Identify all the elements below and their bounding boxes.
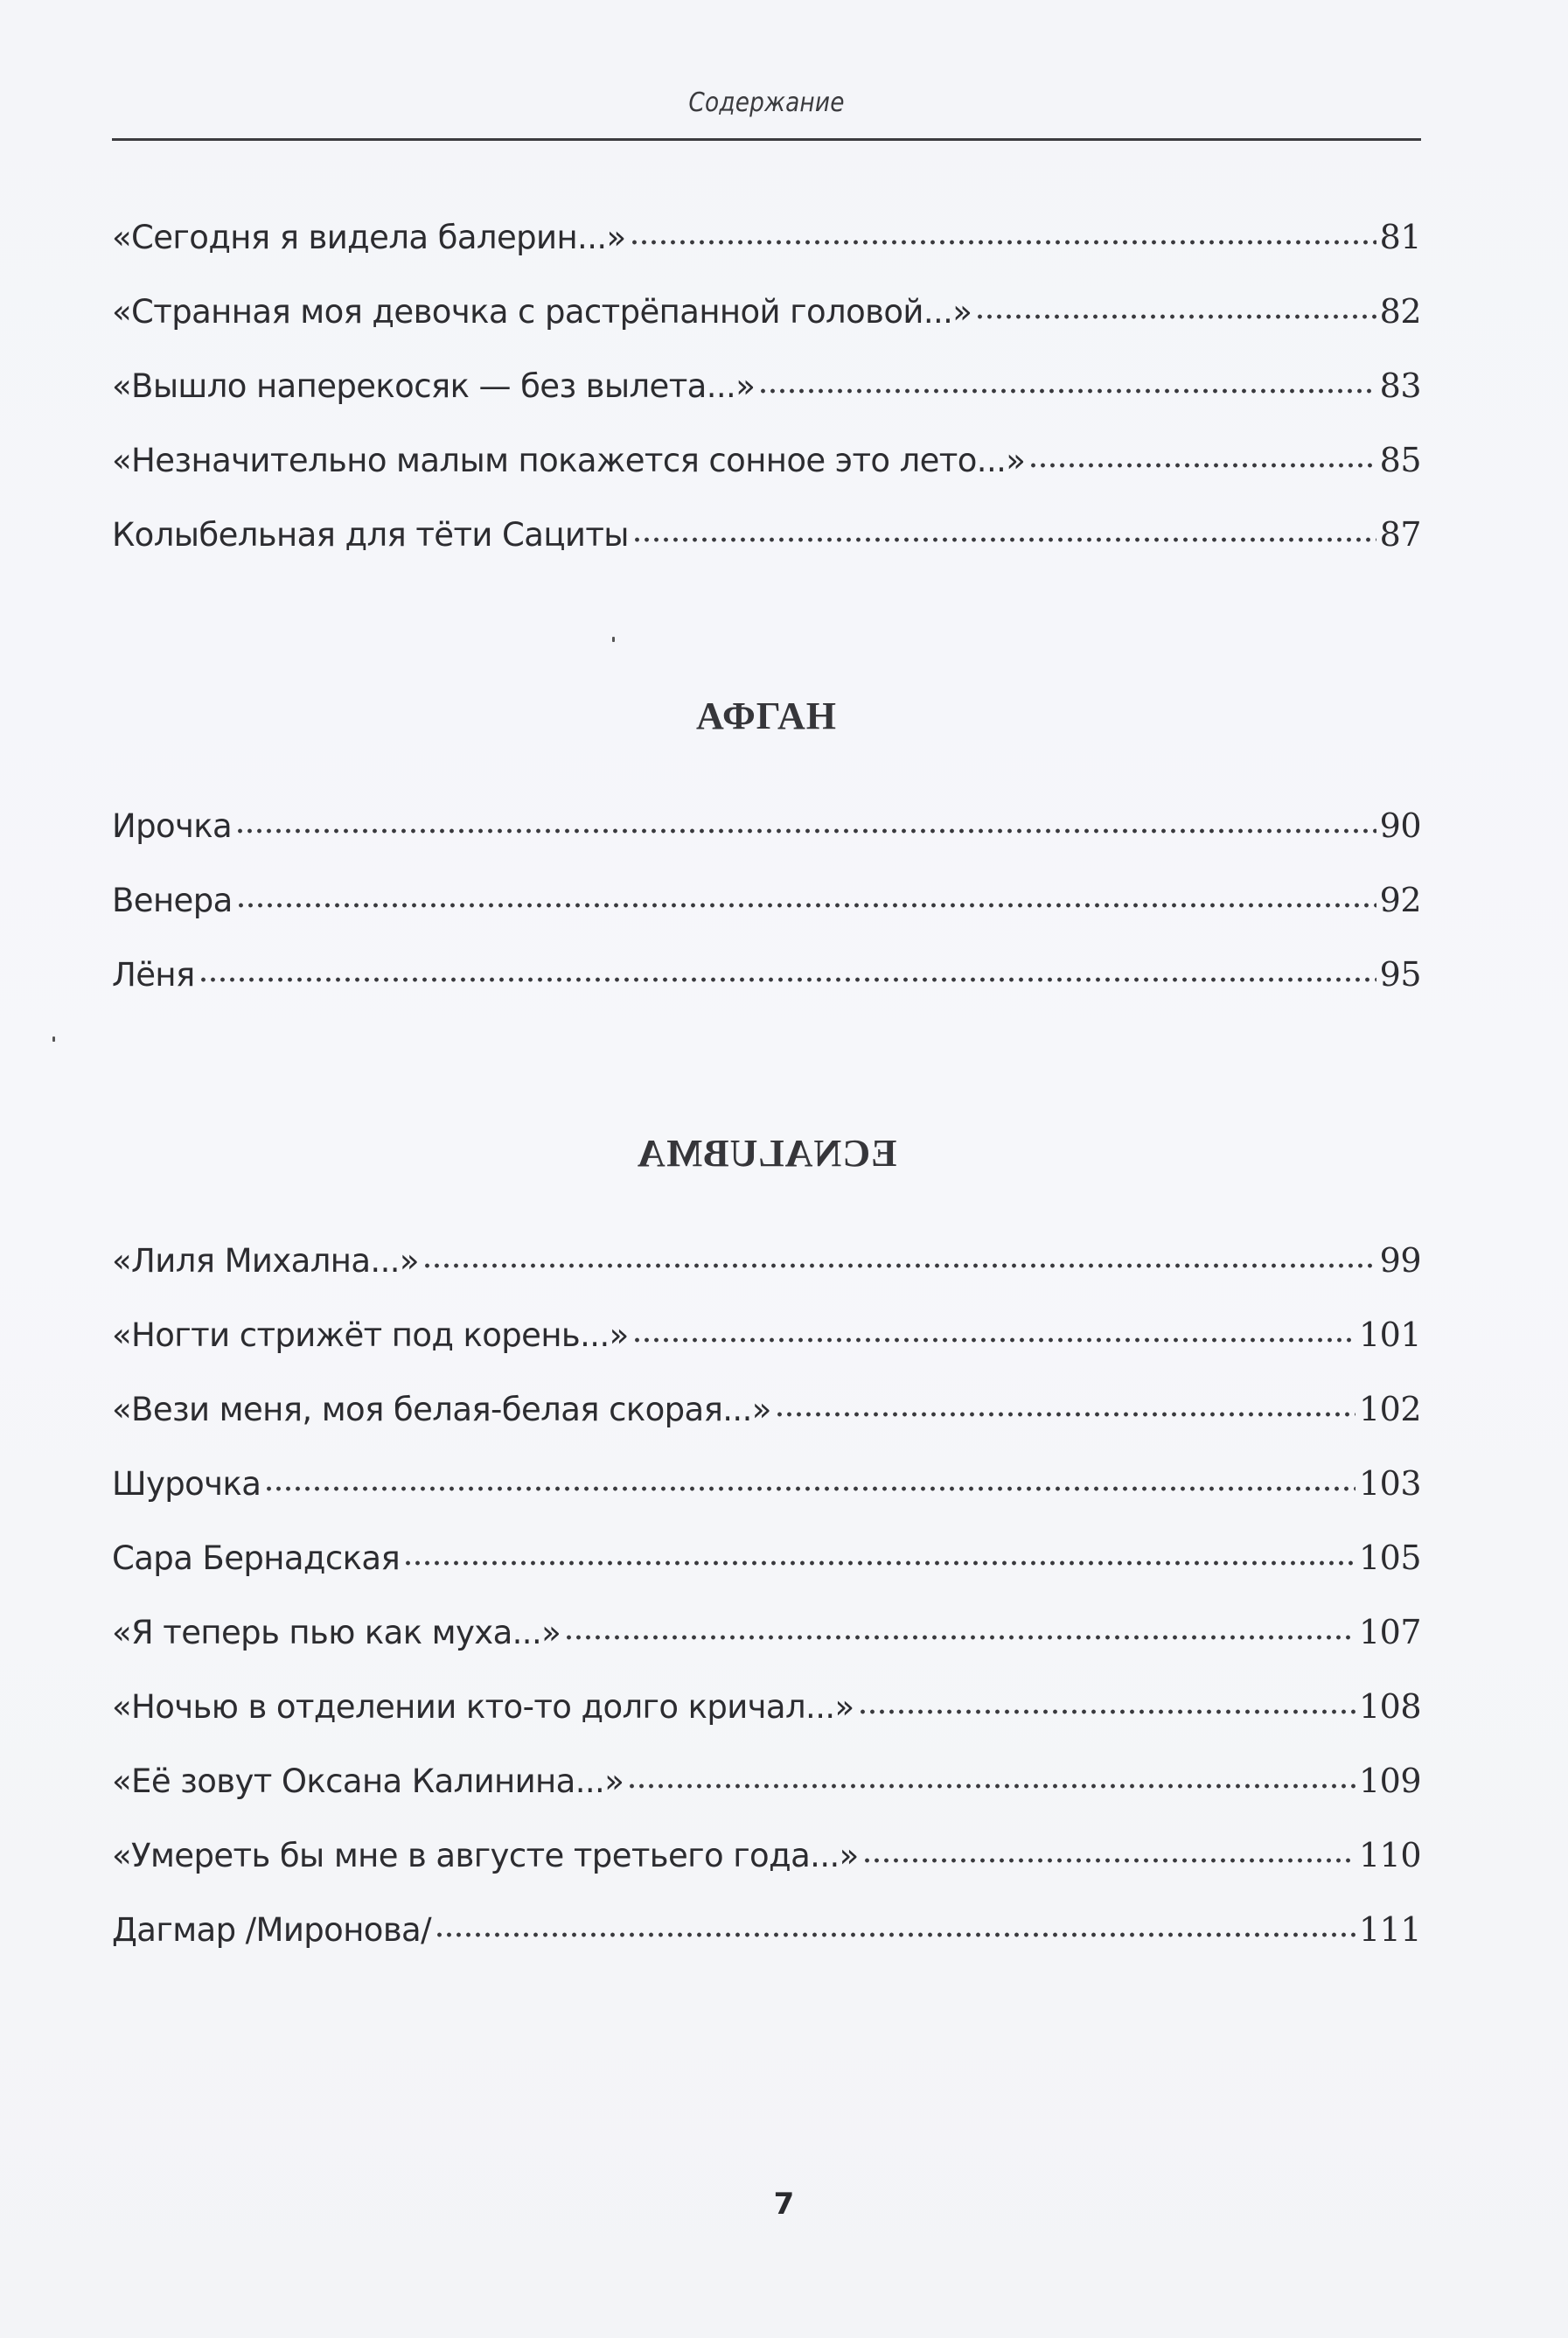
- toc-entry-page: 107: [1358, 1613, 1421, 1651]
- toc-entry-page: 85: [1379, 441, 1421, 479]
- toc-entry[interactable]: [112, 510, 1421, 559]
- dot-leader: [862, 1856, 1355, 1865]
- toc-entry-title: «Ночью в отделении кто-то долго кричал...»: [112, 1688, 854, 1726]
- toc-entry-page: 108: [1358, 1687, 1421, 1726]
- toc-entry[interactable]: [112, 876, 1421, 925]
- section-heading-ambulance: [112, 1131, 1421, 1176]
- toc-entry[interactable]: [112, 1831, 1421, 1880]
- dot-leader: [236, 901, 1376, 910]
- dot-leader: [975, 312, 1376, 321]
- toc-entry[interactable]: [112, 801, 1421, 850]
- toc-entry[interactable]: [112, 1236, 1421, 1285]
- toc-entry-page: 81: [1379, 218, 1421, 256]
- toc-entry-page: 99: [1379, 1241, 1421, 1280]
- toc-entry[interactable]: [112, 1459, 1421, 1508]
- dot-leader: [1028, 461, 1376, 470]
- page-number: 7: [773, 2187, 795, 2222]
- dot-leader: [775, 1410, 1355, 1419]
- toc-entry[interactable]: [112, 1756, 1421, 1805]
- toc-entry[interactable]: [112, 1905, 1421, 1954]
- toc-entry[interactable]: [112, 1310, 1421, 1359]
- section-heading-afghan: АФГАН: [696, 694, 837, 737]
- toc-entry-title: «Незначительно малым покажется сонное это лето...»: [112, 442, 1026, 479]
- toc-entry[interactable]: [112, 287, 1421, 336]
- toc-entry-title: «Странная моя девочка с растрёпанной головой...»: [112, 293, 972, 331]
- toc-entry-title: «Умереть бы мне в августе третьего года...»: [112, 1837, 859, 1874]
- toc-entry-title: «Вышло наперекосяк — без вылета...»: [112, 367, 756, 405]
- toc-entry-page: 82: [1379, 292, 1421, 331]
- running-head: Содержание: [688, 87, 845, 118]
- toc-entry[interactable]: [112, 1385, 1421, 1434]
- toc-entry-page: 110: [1358, 1836, 1421, 1874]
- dot-leader: [403, 1559, 1355, 1567]
- toc-entry-title: «Я теперь пью как муха...»: [112, 1614, 561, 1651]
- dot-leader: [422, 1261, 1376, 1270]
- toc-entry-title: Шурочка: [112, 1465, 261, 1503]
- toc-entry[interactable]: [112, 213, 1421, 262]
- dot-leader: [858, 1707, 1355, 1716]
- dot-leader: [235, 827, 1376, 835]
- toc-entry-page: 105: [1358, 1539, 1421, 1577]
- toc-entry[interactable]: [112, 1533, 1421, 1582]
- toc-entry-title: Ирочка: [112, 807, 233, 845]
- toc-entry-page: 83: [1379, 366, 1421, 405]
- dot-leader: [632, 535, 1376, 544]
- toc-entry-title: «Ногти стрижёт под корень...»: [112, 1316, 629, 1354]
- dot-leader: [264, 1484, 1355, 1493]
- dot-leader: [630, 238, 1376, 247]
- toc-entry-page: 103: [1358, 1464, 1421, 1503]
- toc-entry-page: 111: [1358, 1910, 1421, 1949]
- dot-leader: [632, 1336, 1355, 1344]
- toc-entry-page: 92: [1379, 881, 1421, 919]
- dot-leader: [758, 387, 1376, 395]
- toc-entry-page: 95: [1379, 955, 1421, 994]
- toc-entry-title: «Сегодня я видела балерин...»: [112, 219, 626, 256]
- toc-entry[interactable]: [112, 361, 1421, 410]
- dot-leader: [627, 1782, 1355, 1790]
- toc-entry-title: Лёня: [112, 956, 195, 994]
- toc-entry[interactable]: [112, 1608, 1421, 1657]
- mirrored-heading-text: ECNALUBMA: [636, 1132, 897, 1175]
- toc-entry-title: Дагмар /Миронова/: [112, 1911, 431, 1949]
- toc-entry-title: «Лиля Михална...»: [112, 1242, 419, 1280]
- toc-entry-title: Колыбельная для тёти Сациты: [112, 516, 629, 554]
- toc-entry-page: 87: [1379, 515, 1421, 554]
- toc-entry[interactable]: [112, 950, 1421, 999]
- toc-entry-title: «Её зовут Оксана Калинина...»: [112, 1762, 624, 1800]
- toc-entry-page: 102: [1358, 1390, 1421, 1428]
- dot-leader: [564, 1633, 1355, 1642]
- toc-entry-title: Сара Бернадская: [112, 1539, 401, 1577]
- header-rule: [112, 138, 1421, 141]
- toc-entry[interactable]: [112, 436, 1421, 485]
- toc-entry-title: «Вези меня, моя белая-белая скорая...»: [112, 1391, 771, 1428]
- print-speck: [612, 637, 615, 642]
- toc-entry-page: 109: [1358, 1762, 1421, 1800]
- dot-leader: [435, 1930, 1355, 1939]
- toc-entry-title: Венера: [112, 882, 233, 919]
- toc-entry-page: 90: [1379, 806, 1421, 845]
- toc-entry[interactable]: [112, 1682, 1421, 1731]
- dot-leader: [199, 975, 1376, 984]
- print-speck: [52, 1036, 55, 1042]
- toc-entry-page: 101: [1358, 1316, 1421, 1354]
